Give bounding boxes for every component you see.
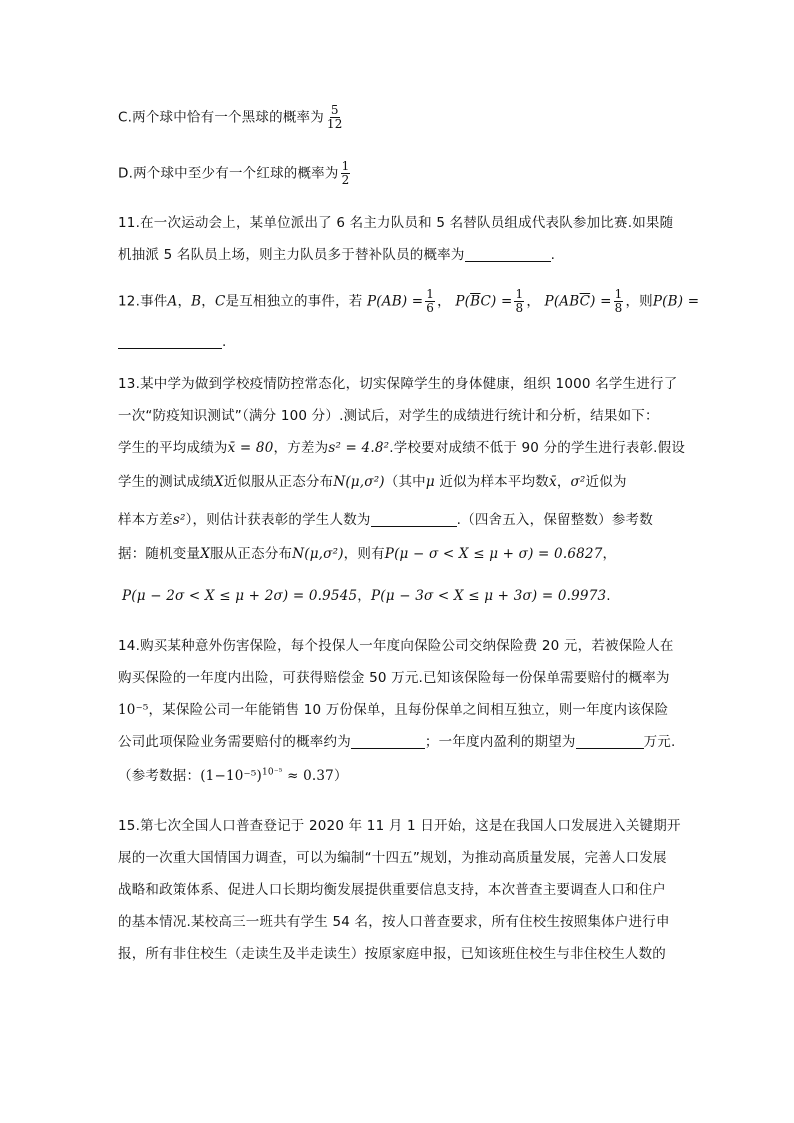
question-15-line-3: 战略和政策体系、促进人口长期均衡发展提供重要信息支持，本次普查主要调查人口和住户: [118, 882, 666, 898]
question-14-line-3: 10⁻⁵，某保险公司一年能销售 10 万份保单，且每份保单之间相互独立，则一年度内该保险: [118, 702, 669, 718]
question-14-line-1: 14.购买某种意外伤害保险，每个投保人一年度向保险公司交纳保险费 20 元，若被保险人在: [118, 638, 674, 654]
question-15-line-2: 展的一次重大国情国力调查，可以为编制“十四五”规划，为推动高质量发展，完善人口发展: [118, 850, 667, 866]
question-13-line-5: 样本方差s²），则估计获表彰的学生人数为 .（四舍五入，保留整数）参考数: [118, 512, 653, 528]
fraction-one-eighth: $\frac{1}{8}$: [515, 287, 524, 315]
question-15-line-1: 15.第七次全国人口普查登记于 2020 年 11 月 1 日开始，这是在我国人口发展进入关键期开: [118, 818, 681, 834]
question-13-line-7: P(μ − 2σ < X ≤ μ + 2σ) = 0.9545，P(μ − 3σ < X ≤ μ + 3σ) = 0.9973.: [122, 588, 611, 604]
question-11-line-2: 机抽派 5 名队员上场，则主力队员多于替补队员的概率为 .: [118, 247, 556, 263]
question-13-line-1: 13.某中学为做到学校疫情防控常态化，切实保障学生的身体健康，组织 1000 名学生进行了: [118, 376, 678, 392]
question-15-line-5: 报，所有非住校生（走读生及半走读生）按原家庭申报，已知该班住校生与非住校生人数的: [118, 946, 666, 962]
answer-blank[interactable]: [118, 334, 222, 349]
question-12-line-2: .: [118, 332, 227, 352]
question-14-line-2: 购买保险的一年度内出险，可获得赔偿金 50 万元.已知该保险每一份保单需要赔付的概率为: [118, 670, 670, 686]
fraction-one-eighth-2: $\frac{1}{8}$: [614, 287, 623, 315]
option-c: C.两个球中恰有一个黑球的概率为 $\frac{5}{12}$: [118, 103, 343, 131]
fraction-one-sixth: $\frac{1}{6}$: [426, 287, 435, 315]
question-13-line-2: 一次“防疫知识测试”（满分 100 分）.测试后，对学生的成绩进行统计和分析，结果如下：: [118, 408, 659, 424]
answer-blank[interactable]: [576, 734, 644, 749]
question-13-line-6: 据：随机变量X服从正态分布N(μ,σ²)，则有P(μ − σ < X ≤ μ + σ) = 0.6827，: [118, 546, 617, 562]
answer-blank[interactable]: [465, 247, 551, 262]
answer-blank[interactable]: [351, 734, 425, 749]
question-13-line-4: 学生的测试成绩X近似服从正态分布N(μ,σ²)（其中μ 近似为样本平均数x̄，σ²近似为: [118, 474, 627, 490]
question-14-line-4: 公司此项保险业务需要赔付的概率约为 ；一年度内盈利的期望为 万元.: [118, 734, 676, 750]
question-12-line-1: 12.事件A，B，C是互相独立的事件，若 P(AB) = $\frac{1}{6}$ ， $P(\overline{B}C)$ = $\frac{1}{8}$ ， $P(AB\overline{C})$ = $\frac{1}{8}$ ，则P(B) =: [118, 287, 700, 315]
question-15-line-4: 的基本情况.某校高三一班共有学生 54 名，按人口普查要求，所有住校生按照集体户进行申: [118, 914, 670, 930]
question-11-line-1: 11.在一次运动会上，某单位派出了 6 名主力队员和 5 名替队员组成代表队参加比赛.如果随: [118, 215, 674, 231]
question-14-reference: （参考数据：$(1-10^{-5})^{10^{-5}} \approx 0.37$）: [118, 767, 348, 784]
answer-blank[interactable]: [371, 512, 457, 527]
question-13-line-3: 学生的平均成绩为x̄ = 80，方差为s² = 4.8².学校要对成绩不低于 90 分的学生进行表彰.假设: [118, 440, 686, 456]
fraction-five-twelfths: $\frac{5}{12}$: [326, 103, 343, 131]
fraction-one-half: $\frac{1}{2}$: [341, 159, 350, 187]
option-d: D.两个球中至少有一个红球的概率为 $\frac{1}{2}$: [118, 159, 350, 187]
